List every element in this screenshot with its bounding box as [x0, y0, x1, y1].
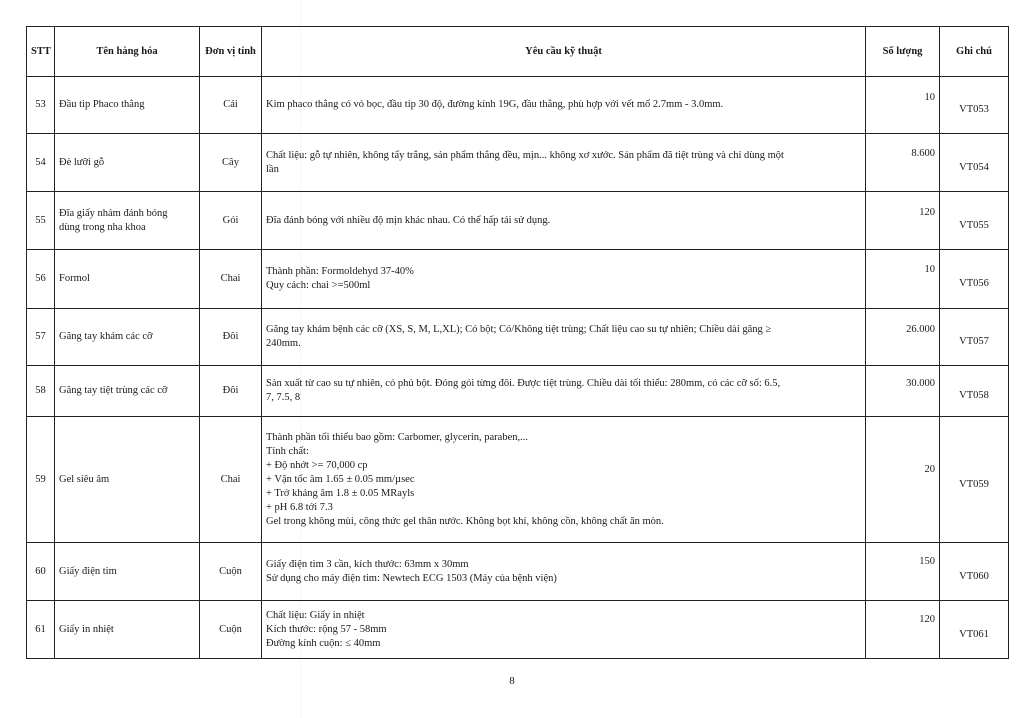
cell-quantity [866, 366, 940, 417]
cell-quantity [866, 601, 940, 659]
cell-item-name [55, 77, 200, 134]
spec-line: Quy cách: chai >=500ml [266, 280, 371, 291]
header-note: Ghi chú [940, 27, 1009, 77]
note-code: VT058 [959, 390, 989, 401]
spec-line: + pH 6.8 tới 7.3 [266, 501, 333, 513]
spec-line: Sản xuất từ cao su tự nhiên, có phủ bột. Đóng gói từng đôi. Được tiệt trùng. Chiều dài tối thiểu: 280mm, có các cỡ số: 6.5, [266, 378, 781, 389]
cell-quantity [866, 250, 940, 309]
cell-note [940, 77, 1009, 134]
cell-quantity [866, 77, 940, 134]
cell-spec [262, 543, 866, 601]
cell-stt: 60 [27, 543, 55, 601]
cell-item-name [55, 601, 200, 659]
cell-stt: 56 [27, 250, 55, 309]
cell-unit: Cuộn [200, 543, 262, 601]
cell-spec [262, 309, 866, 366]
item-name-line: Giấy điện tim [59, 565, 117, 577]
cell-note [940, 366, 1009, 417]
cell-unit: Cây [200, 134, 262, 192]
document-sheet [26, 26, 1008, 659]
cell-stt: 54 [27, 134, 55, 192]
cell-item-name [55, 192, 200, 250]
spec-line: lần [266, 163, 279, 175]
spec-line: Đĩa đánh bóng với nhiều độ mịn khác nhau. Có thể hấp tái sử dụng. [266, 214, 551, 226]
quantity-value: 10 [924, 264, 935, 275]
cell-note [940, 417, 1009, 543]
spec-line: Đường kính cuộn: ≤ 40mm [266, 637, 381, 649]
cell-item-name [55, 309, 200, 366]
cell-spec [262, 192, 866, 250]
cell-unit: Đôi [200, 309, 262, 366]
quantity-value: 120 [919, 614, 935, 625]
item-name-line: Gel siêu âm [59, 473, 110, 485]
quantity-value: 30.000 [906, 378, 935, 389]
table-row [27, 192, 1009, 250]
cell-unit: Chai [200, 417, 262, 543]
spec-line: Giấy điện tim 3 cần, kích thước: 63mm x 30mm [266, 558, 469, 570]
item-name-line: Đầu tip Phaco thẳng [59, 99, 145, 110]
item-name-line: dùng trong nha khoa [59, 221, 146, 233]
cell-stt: 53 [27, 77, 55, 134]
table-row [27, 417, 1009, 543]
cell-stt: 57 [27, 309, 55, 366]
cell-stt: 58 [27, 366, 55, 417]
item-name-line: Găng tay tiệt trùng các cỡ [59, 385, 168, 396]
table-row [27, 250, 1009, 309]
note-code: VT060 [959, 570, 989, 582]
spec-line: 7, 7.5, 8 [266, 392, 301, 403]
quantity-value: 150 [919, 556, 935, 567]
cell-spec [262, 601, 866, 659]
item-name-line: Giấy in nhiệt [59, 623, 114, 635]
cell-item-name [55, 543, 200, 601]
cell-note [940, 309, 1009, 366]
table-row [27, 601, 1009, 659]
cell-item-name [55, 250, 200, 309]
specification-table [26, 26, 1009, 659]
item-name-line: Đè lưỡi gỗ [59, 156, 105, 168]
header-unit: Đơn vị tính [200, 27, 262, 77]
cell-item-name [55, 366, 200, 417]
cell-unit: Cái [200, 77, 262, 134]
spec-line: Sử dụng cho máy điện tim: Newtech ECG 1503 (Máy của bệnh viện) [266, 572, 557, 584]
cell-unit: Cuộn [200, 601, 262, 659]
note-code: VT059 [959, 478, 989, 490]
cell-unit: Gói [200, 192, 262, 250]
cell-note [940, 134, 1009, 192]
cell-unit: Chai [200, 250, 262, 309]
item-name-line: Đĩa giấy nhám đánh bóng [59, 207, 168, 219]
cell-spec [262, 134, 866, 192]
cell-unit: Đôi [200, 366, 262, 417]
cell-quantity [866, 309, 940, 366]
cell-item-name [55, 134, 200, 192]
cell-stt: 55 [27, 192, 55, 250]
header-name: Tên hàng hóa [55, 27, 200, 77]
spec-line: Găng tay khám bệnh các cỡ (XS, S, M, L,XL); Có bột; Có/Không tiệt trùng; Chất liệu cao su tự nhiên; Chiều dài găng ≥ [266, 324, 772, 335]
cell-note [940, 192, 1009, 250]
note-code: VT057 [959, 336, 989, 347]
spec-line: Gel trong không mùi, công thức gel thân nước. Không bọt khí, không cồn, không chất ăn mòn. [266, 515, 664, 527]
spec-line: + Trở kháng âm 1.8 ± 0.05 MRayls [266, 487, 415, 499]
header-qty: Số lượng [866, 27, 940, 77]
cell-stt: 61 [27, 601, 55, 659]
spec-line: Thành phần tối thiểu bao gồm: Carbomer, glycerin, paraben,... [266, 431, 529, 443]
spec-line: 240mm. [266, 338, 301, 349]
note-code: VT054 [959, 161, 989, 173]
note-code: VT053 [959, 104, 989, 115]
table-row [27, 309, 1009, 366]
cell-spec [262, 417, 866, 543]
quantity-value: 26.000 [906, 324, 935, 335]
cell-quantity [866, 192, 940, 250]
quantity-value: 10 [924, 92, 935, 103]
cell-spec [262, 250, 866, 309]
cell-spec [262, 77, 866, 134]
cell-quantity [866, 417, 940, 543]
cell-quantity [866, 134, 940, 192]
spec-line: Kim phaco thẳng có vỏ bọc, đầu tip 30 độ, đường kính 19G, đầu thẳng, phù hợp với vết mổ 2.7mm - 3.0mm. [266, 99, 724, 110]
cell-item-name [55, 417, 200, 543]
note-code: VT061 [959, 628, 989, 640]
spec-line: + Vận tốc âm 1.65 ± 0.05 mm/µsec [266, 473, 415, 485]
cell-spec [262, 366, 866, 417]
note-code: VT056 [959, 278, 989, 289]
cell-note [940, 601, 1009, 659]
cell-note [940, 543, 1009, 601]
page-number: 8 [509, 675, 515, 687]
cell-note [940, 250, 1009, 309]
spec-line: Chất liệu: Giấy in nhiệt [266, 609, 365, 621]
table-header-row [27, 27, 1009, 77]
note-code: VT055 [959, 219, 989, 231]
spec-line: Chất liệu: gỗ tự nhiên, không tẩy trắng, sản phẩm thẳng đều, mịn... không xơ xước. Sản phẩm đã tiệt trùng và chỉ dùng một [266, 149, 784, 161]
quantity-value: 20 [924, 464, 935, 475]
cell-quantity [866, 543, 940, 601]
item-name-line: Formol [59, 273, 90, 284]
item-name-line: Găng tay khám các cỡ [59, 331, 153, 342]
quantity-value: 120 [919, 207, 935, 218]
quantity-value: 8.600 [911, 148, 935, 159]
spec-line: Kích thước: rộng 57 - 58mm [266, 623, 387, 635]
spec-line: + Độ nhớt >= 70,000 cp [266, 459, 368, 471]
table-row [27, 134, 1009, 192]
table-row [27, 366, 1009, 417]
spec-line: Thành phần: Formoldehyd 37-40% [266, 266, 414, 277]
header-spec: Yêu cầu kỹ thuật [262, 27, 866, 77]
spec-line: Tính chất: [266, 445, 309, 457]
cell-stt: 59 [27, 417, 55, 543]
table-row [27, 77, 1009, 134]
table-body [27, 77, 1009, 659]
header-stt: STT [27, 27, 55, 77]
table-row [27, 543, 1009, 601]
